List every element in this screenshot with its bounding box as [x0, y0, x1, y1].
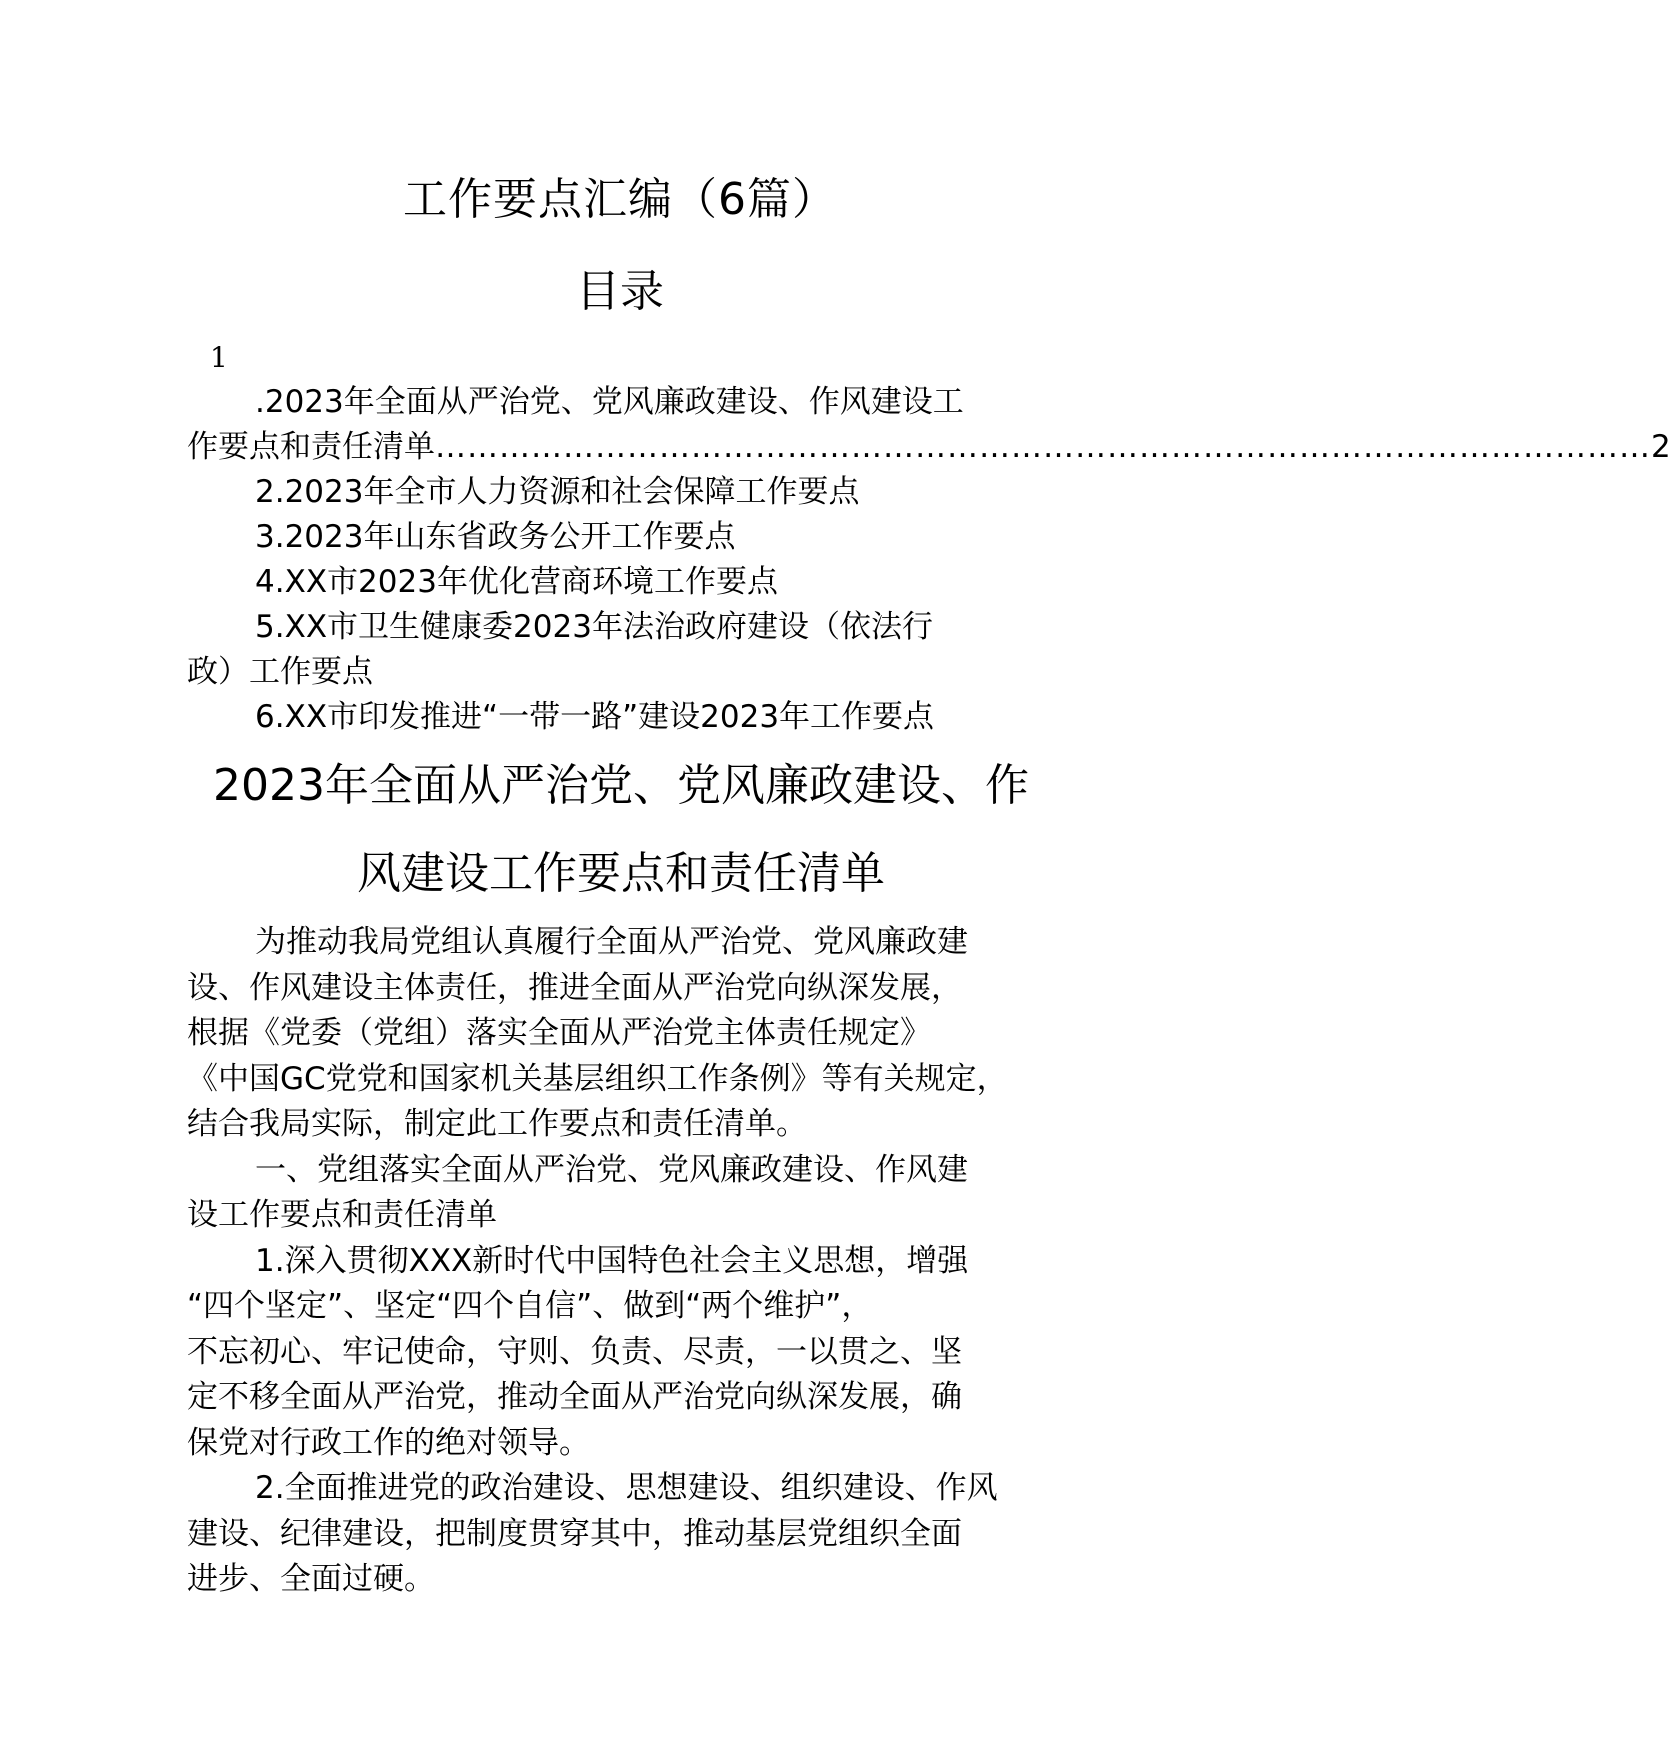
section-title-line-2: 风建设工作要点和责任清单 — [357, 848, 885, 899]
paragraph-line: 建设、纪律建设，把制度贯穿其中，推动基层党组织全面 — [187, 1515, 962, 1552]
paragraph-line: 不忘初心、牢记使命，守则、负责、尽责，一以贯之、坚 — [187, 1333, 962, 1370]
document-title: 工作要点汇编（6篇） — [403, 174, 837, 225]
section-title-line-1: 2023年全面从严治党、党风廉政建设、作 — [213, 760, 1029, 811]
paragraph-line: 为推动我局党组认真履行全面从严治党、党风廉政建 — [255, 924, 968, 960]
paragraph-line: 定不移全面从严治党，推动全面从严治党向纵深发展，确 — [187, 1379, 962, 1415]
item-2-paragraph — [187, 1466, 1087, 1603]
toc-entry-1-line-1[interactable]: .2023年全面从严治党、党风廉政建设、作风建设工 — [255, 384, 964, 420]
toc-entry-5-line-1[interactable]: 5.XX市卫生健康委2023年法治政府建设（依法行 — [255, 609, 933, 645]
paragraph-line: 结合我局实际，制定此工作要点和责任清单。 — [187, 1106, 807, 1142]
item-1-paragraph — [187, 1239, 1087, 1467]
paragraph-line: “四个坚定”、坚定“四个自信”、做到“两个维护”， — [187, 1288, 873, 1324]
toc-entry-6[interactable]: 6.XX市印发推进“一带一路”建设2023年工作要点 — [255, 699, 935, 735]
paragraph-line: 设、作风建设主体责任，推进全面从严治党向纵深发展， — [187, 969, 962, 1006]
paragraph-line: 一、党组落实全面从严治党、党风廉政建设、作风建 — [255, 1151, 968, 1188]
section-heading-1 — [187, 1148, 1087, 1239]
body-text — [187, 920, 1087, 1603]
toc-entry-1-page: 2 — [1651, 429, 1671, 465]
toc-page-number: 1 — [210, 341, 228, 374]
toc-leader-dots: …………………………………………………………………………………………………… — [435, 429, 1651, 465]
toc-entry-3[interactable]: 3.2023年山东省政务公开工作要点 — [255, 519, 736, 555]
paragraph-line: 设工作要点和责任清单 — [187, 1197, 497, 1233]
paragraph-line: 1.深入贯彻XXX新时代中国特色社会主义思想，增强 — [255, 1242, 969, 1279]
paragraph-line: 2.全面推进党的政治建设、思想建设、组织建设、作风 — [255, 1470, 998, 1506]
toc-entry-2[interactable]: 2.2023年全市人力资源和社会保障工作要点 — [255, 474, 860, 510]
toc-heading: 目录 — [576, 266, 664, 317]
toc-entry-1-line-2[interactable] — [187, 425, 1671, 470]
toc-entry-4[interactable]: 4.XX市2023年优化营商环境工作要点 — [255, 564, 778, 600]
paragraph-line: 《中国GC党党和国家机关基层组织工作条例》等有关规定， — [187, 1060, 1008, 1097]
intro-paragraph — [187, 920, 1087, 1148]
table-of-contents — [187, 380, 1671, 740]
toc-entry-5-line-2[interactable]: 政）工作要点 — [187, 654, 373, 690]
paragraph-line: 进步、全面过硬。 — [187, 1561, 435, 1597]
paragraph-line: 保党对行政工作的绝对领导。 — [187, 1424, 590, 1461]
toc-entry-1-text: 作要点和责任清单 — [187, 429, 435, 465]
paragraph-line: 根据《党委（党组）落实全面从严治党主体责任规定》 — [187, 1015, 931, 1051]
